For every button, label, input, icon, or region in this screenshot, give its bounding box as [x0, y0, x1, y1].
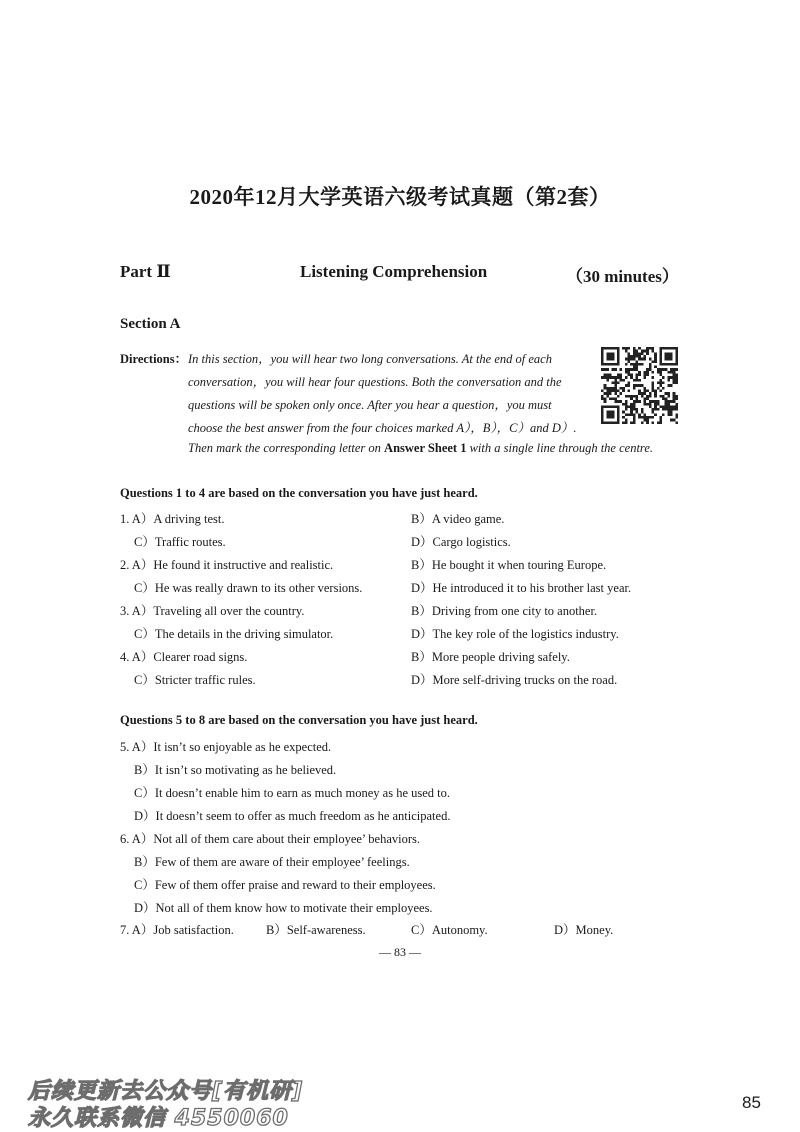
q4-option-a: 4. A）Clearer road signs.	[120, 650, 248, 664]
q4-option-c: C）Stricter traffic rules.	[134, 673, 256, 687]
q5-option-b: B）It isn’t so motivating as he believed.	[134, 763, 337, 777]
part-name: Listening Comprehension	[300, 262, 488, 281]
directions-line-1: In this section，you will hear two long conversations. At the end of each	[188, 352, 552, 366]
directions-line-5-start: Then mark the corresponding letter on	[188, 441, 385, 455]
part-label: Part Ⅱ	[120, 262, 171, 281]
part-time: （30 minutes）	[566, 267, 679, 286]
q7-option-b: B）Self-awareness.	[266, 923, 366, 937]
q1-option-d: D）Cargo logistics.	[411, 535, 511, 549]
q7-option-d: D）Money.	[554, 923, 614, 937]
watermark-line-2: 永久联系微信 4550060	[28, 1106, 289, 1131]
q2-option-d: D）He introduced it to his brother last year.	[411, 581, 632, 595]
section-heading: Section A	[120, 316, 181, 332]
q1-option-c: C）Traffic routes.	[134, 535, 226, 549]
q3-option-a: 3. A）Traveling all over the country.	[120, 604, 305, 618]
inner-page-number: — 83 —	[379, 945, 421, 959]
q6-option-b: B）Few of them are aware of their employee’ feelings.	[134, 855, 410, 869]
q6-option-d: D）Not all of them know how to motivate their employees.	[134, 901, 433, 915]
qr-code-icon	[601, 347, 678, 424]
directions-line-5	[188, 441, 653, 456]
q3-option-b: B）Driving from one city to another.	[411, 604, 598, 618]
directions-line-4: choose the best answer from the four choices marked A），B），C）and D）.	[188, 421, 577, 435]
q7-option-a: 7. A）Job satisfaction.	[120, 923, 234, 937]
watermark-line-1: 后续更新去公众号[有机研]	[28, 1079, 304, 1104]
outer-page-number: 85	[742, 1093, 761, 1112]
q3-option-c: C）The details in the driving simulator.	[134, 627, 334, 641]
q5-option-c: C）It doesn’t enable him to earn as much money as he used to.	[134, 786, 451, 800]
directions-line-5-end: with a single line through the centre.	[466, 441, 654, 455]
exam-title: 2020年12月大学英语六级考试真题（第2套）	[189, 185, 611, 209]
q1-option-b: B）A video game.	[411, 512, 505, 526]
q6-option-c: C）Few of them offer praise and reward to their employees.	[134, 878, 436, 892]
q2-option-b: B）He bought it when touring Europe.	[411, 558, 607, 572]
q7-option-c: C）Autonomy.	[411, 923, 488, 937]
group1-header: Questions 1 to 4 are based on the conversation you have just heard.	[120, 486, 478, 500]
q5-option-d: D）It doesn’t seem to offer as much freedom as he anticipated.	[134, 809, 451, 823]
group2-header: Questions 5 to 8 are based on the conversation you have just heard.	[120, 713, 478, 727]
q4-option-d: D）More self-driving trucks on the road.	[411, 673, 618, 687]
q6-option-a: 6. A）Not all of them care about their employee’ behaviors.	[120, 832, 421, 846]
q1-option-a: 1. A）A driving test.	[120, 512, 225, 526]
q5-option-a: 5. A）It isn’t so enjoyable as he expected.	[120, 740, 332, 754]
answer-sheet-ref: Answer Sheet 1	[384, 441, 467, 455]
directions-line-3: questions will be spoken only once. After you hear a question，you must	[188, 398, 552, 412]
q3-option-d: D）The key role of the logistics industry.	[411, 627, 619, 641]
q2-option-c: C）He was really drawn to its other versions.	[134, 581, 363, 595]
directions-label: Directions：	[120, 352, 188, 366]
q2-option-a: 2. A）He found it instructive and realistic.	[120, 558, 334, 572]
directions-line-2: conversation，you will hear four questions. Both the conversation and the	[188, 375, 562, 389]
q4-option-b: B）More people driving safely.	[411, 650, 570, 664]
